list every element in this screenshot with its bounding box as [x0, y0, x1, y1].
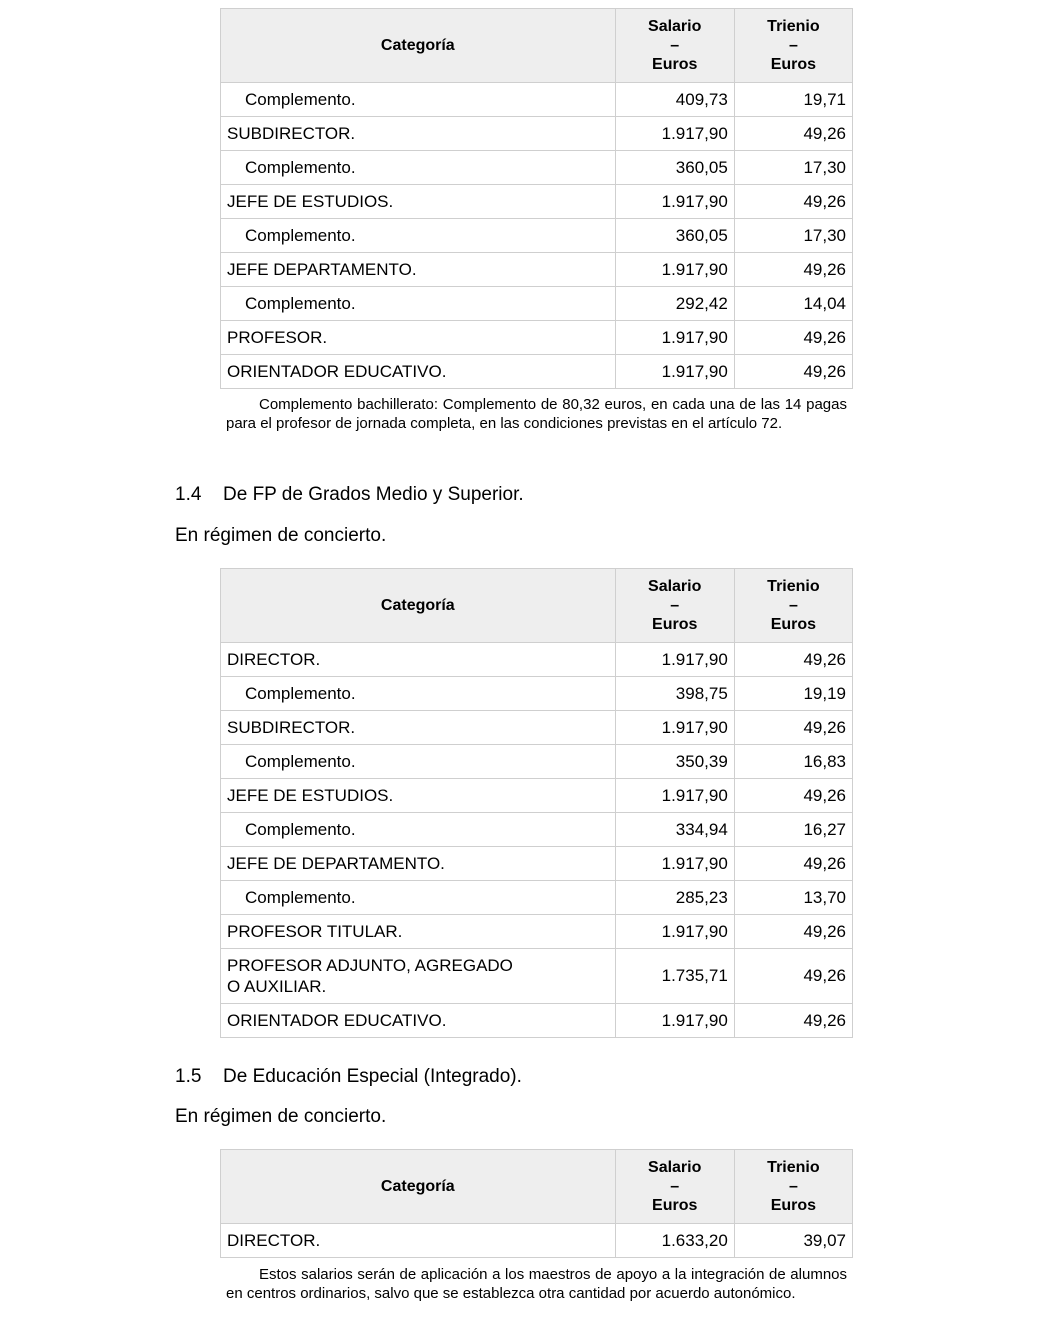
cell-trienio: 49,26 — [734, 253, 852, 287]
cell-salario: 1.917,90 — [615, 185, 734, 219]
cell-categoria: Complemento. — [221, 287, 616, 321]
cell-trienio: 19,71 — [734, 83, 852, 117]
cell-trienio: 16,27 — [734, 813, 852, 847]
cell-categoria: Complemento. — [221, 151, 616, 185]
table-row — [221, 949, 853, 1004]
cell-trienio: 17,30 — [734, 219, 852, 253]
cell-salario: 1.917,90 — [615, 779, 734, 813]
cell-salario: 1.917,90 — [615, 711, 734, 745]
table-row — [221, 643, 853, 677]
table-row — [221, 915, 853, 949]
cell-trienio: 17,30 — [734, 151, 852, 185]
table-row — [221, 711, 853, 745]
table-row — [221, 881, 853, 915]
cell-categoria: PROFESOR. — [221, 321, 616, 355]
table-row — [221, 219, 853, 253]
cell-categoria: DIRECTOR. — [221, 643, 616, 677]
table-row — [221, 1224, 853, 1258]
cell-trienio: 49,26 — [734, 779, 852, 813]
table-row — [221, 117, 853, 151]
section-heading-1-5: 1.5 De Educación Especial (Integrado). — [175, 1066, 522, 1087]
cell-salario: 1.917,90 — [615, 1004, 734, 1038]
cell-categoria: Complemento. — [221, 881, 616, 915]
table-header-row — [221, 569, 853, 643]
table-header-row — [221, 1150, 853, 1224]
cell-categoria: Complemento. — [221, 745, 616, 779]
cell-trienio: 49,26 — [734, 847, 852, 881]
header-trienio: Trienio – Euros — [734, 9, 852, 83]
table-row — [221, 745, 853, 779]
cell-categoria: JEFE DE DEPARTAMENTO. — [221, 847, 616, 881]
cell-categoria: JEFE DE ESTUDIOS. — [221, 779, 616, 813]
cell-trienio: 49,26 — [734, 321, 852, 355]
table-row — [221, 321, 853, 355]
cell-categoria: SUBDIRECTOR. — [221, 117, 616, 151]
header-salario: Salario – Euros — [615, 1150, 734, 1224]
cell-categoria: ORIENTADOR EDUCATIVO. — [221, 1004, 616, 1038]
cell-salario: 334,94 — [615, 813, 734, 847]
cell-salario: 292,42 — [615, 287, 734, 321]
table-header-row — [221, 9, 853, 83]
cell-trienio: 49,26 — [734, 185, 852, 219]
table-row — [221, 83, 853, 117]
cell-trienio: 13,70 — [734, 881, 852, 915]
salary-table-1 — [220, 8, 853, 389]
cell-categoria: ORIENTADOR EDUCATIVO. — [221, 355, 616, 389]
note-complemento-bachillerato: Complemento bachillerato: Complemento de 80,32 euros, en cada una de las 14 pagas para el profesor de jornada completa, en las condiciones previstas en el artículo 72. — [226, 396, 847, 432]
cell-categoria: PROFESOR ADJUNTO, AGREGADO O AUXILIAR. — [221, 949, 616, 1004]
cell-salario: 1.917,90 — [615, 643, 734, 677]
table-row — [221, 355, 853, 389]
cell-salario: 285,23 — [615, 881, 734, 915]
cell-trienio: 49,26 — [734, 915, 852, 949]
cell-salario: 1.917,90 — [615, 321, 734, 355]
table-row — [221, 151, 853, 185]
cell-trienio: 49,26 — [734, 355, 852, 389]
table-row — [221, 847, 853, 881]
cell-salario: 1.917,90 — [615, 847, 734, 881]
cell-salario: 1.633,20 — [615, 1224, 734, 1258]
cell-trienio: 49,26 — [734, 643, 852, 677]
cell-trienio: 49,26 — [734, 949, 852, 1004]
cell-trienio: 39,07 — [734, 1224, 852, 1258]
table-row — [221, 253, 853, 287]
cell-categoria: JEFE DE ESTUDIOS. — [221, 185, 616, 219]
header-trienio: Trienio – Euros — [734, 569, 852, 643]
table-row — [221, 287, 853, 321]
table-row — [221, 1004, 853, 1038]
cell-salario: 360,05 — [615, 151, 734, 185]
cell-trienio: 49,26 — [734, 117, 852, 151]
cell-salario: 1.735,71 — [615, 949, 734, 1004]
section-subtitle-1-4: En régimen de concierto. — [175, 525, 387, 546]
cell-trienio: 49,26 — [734, 711, 852, 745]
cell-trienio: 16,83 — [734, 745, 852, 779]
table-row — [221, 185, 853, 219]
header-salario: Salario – Euros — [615, 569, 734, 643]
cell-salario: 1.917,90 — [615, 355, 734, 389]
section-subtitle-1-5: En régimen de concierto. — [175, 1106, 387, 1127]
header-categoria: Categoría — [221, 1150, 616, 1224]
cell-categoria: DIRECTOR. — [221, 1224, 616, 1258]
header-salario: Salario – Euros — [615, 9, 734, 83]
cell-salario: 360,05 — [615, 219, 734, 253]
salary-table-3 — [220, 1149, 853, 1258]
table-row — [221, 779, 853, 813]
cell-categoria: Complemento. — [221, 677, 616, 711]
table-row — [221, 677, 853, 711]
cell-salario: 1.917,90 — [615, 117, 734, 151]
cell-categoria: Complemento. — [221, 83, 616, 117]
cell-categoria: Complemento. — [221, 813, 616, 847]
cell-trienio: 19,19 — [734, 677, 852, 711]
header-trienio: Trienio – Euros — [734, 1150, 852, 1224]
cell-salario: 350,39 — [615, 745, 734, 779]
cell-categoria: PROFESOR TITULAR. — [221, 915, 616, 949]
header-categoria: Categoría — [221, 9, 616, 83]
cell-salario: 398,75 — [615, 677, 734, 711]
salary-table-2 — [220, 568, 853, 1038]
section-heading-1-4: 1.4 De FP de Grados Medio y Superior. — [175, 484, 524, 505]
cell-salario: 1.917,90 — [615, 253, 734, 287]
cell-categoria: Complemento. — [221, 219, 616, 253]
cell-trienio: 14,04 — [734, 287, 852, 321]
note-maestros-apoyo: Estos salarios serán de aplicación a los maestros de apoyo a la integración de alumnos en centros ordinarios, salvo que se establezca otra cantidad por acuerdo autonómico. — [226, 1266, 847, 1302]
cell-salario: 1.917,90 — [615, 915, 734, 949]
table-row — [221, 813, 853, 847]
header-categoria: Categoría — [221, 569, 616, 643]
cell-trienio: 49,26 — [734, 1004, 852, 1038]
cell-salario: 409,73 — [615, 83, 734, 117]
cell-categoria: JEFE DEPARTAMENTO. — [221, 253, 616, 287]
cell-categoria: SUBDIRECTOR. — [221, 711, 616, 745]
